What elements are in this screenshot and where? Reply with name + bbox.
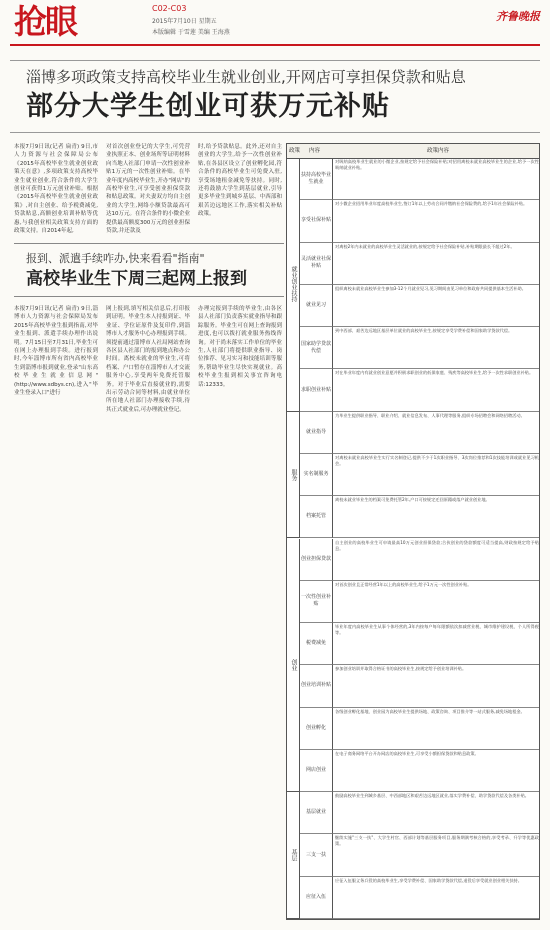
table-header-col3: 政策内容 bbox=[427, 148, 450, 154]
table-row-content: 对首次创业且正常经营1年以上的高校毕业生,给予1万元一次性创业补贴。 bbox=[333, 581, 540, 623]
divider bbox=[10, 132, 540, 133]
table-header-col1: 政策 bbox=[289, 148, 301, 154]
sub-kicker: 报到、派遣手续咋办,快来看看"指南" bbox=[26, 252, 205, 265]
article2-col2: 网上报到,填写相关信息后,打印报到证明。毕业生本人持报到证、毕业证、学位证原件及复印件,到淄博市人才服务中心办理报到手续。须提前通过淄博市人社局网站查询各区县人社部门的报到地点和办公时间。离校未就业的毕业生,可将档案、户口暂存在淄博市人才交流服务中心,享受两年免费托管服务。对于毕业后直接就业的,需要出示劳动合同等材料,由就业单位所在地人社部门办理接收手续,待其正式就业后,可办理就业登记。 bbox=[106, 306, 190, 413]
divider bbox=[14, 243, 284, 244]
policy-table bbox=[286, 143, 540, 920]
table-row-content: 各级创业孵化基地、创业园为高校毕业生提供场地、政策咨询、项目推介等一站式服务,减免场地租金。 bbox=[333, 708, 540, 750]
table-row-label: 创业培训补贴 bbox=[300, 665, 333, 707]
masthead bbox=[0, 0, 550, 44]
table-row-content: 对离校2年内未就业的高校毕业生灵活就业的,按规定给予社会保险补贴,补贴期限最长不超过2年。 bbox=[333, 243, 540, 285]
table-row-content: 对在毕业年度内有就业创业意愿并积极求职创业的低保家庭、残疾等高校毕业生,给予一次性求职创业补贴。 bbox=[333, 369, 540, 411]
table-row-label: 求职创业补贴 bbox=[300, 369, 333, 411]
editor-line: 本版编辑 于雪莲 美编 王海燕 bbox=[152, 29, 230, 36]
table-row-content: 离校未就业毕业生的档案可免费托管2年,户口可按规定迁回原籍或落户就业创业地。 bbox=[333, 496, 540, 538]
page-code: C02-C03 bbox=[152, 4, 187, 13]
table-row-content: 为毕业生提供职业指导、职业介绍、就业信息发布、人事代理等服务,组织专场招聘会和网络招聘活动。 bbox=[333, 412, 540, 454]
table-row-label: 创业孵化 bbox=[300, 708, 333, 750]
table-category: 服务 bbox=[287, 412, 300, 539]
table-row-content: 毕业年度内高校毕业生从事个体经营的,3年内按每户每年限额依次扣减营业税、城市维护建设税、个人所得税等。 bbox=[333, 623, 540, 665]
table-row-content: 对离校未就业高校毕业生实行实名制登记,提供不少于1次职业指导、3次岗位推荐和1次技能培训或就业见习机会。 bbox=[333, 454, 540, 496]
article1-col1: 本报7月9日讯(记者 扁青) 9日,市人力资源与社会保障局公布《2015年高校毕业生就业创业政策天在意》,多项政策支持高校毕业生就业创业,符合条件的大学生创业可获得1万元创业补贴。根据《2015年高校毕业生就业创业政策》,对自主创业、给予税费减免,贷款贴息,高额创业培训补贴等优惠,与我创业相关政策支持方面的政策文持。自2014年起, bbox=[14, 144, 98, 235]
article1-col3: 时,给予贷款贴息。此外,还对自主创业的大学生,给予一次性创业补贴,在各县区设立了创业孵化园,符合条件的高校毕业生可免费入驻,享受场地租金减免等扶持。同时,还将鼓励大学生到基层就业,引导更多毕业生到城乡基层、中西部和艰苦边远地区工作,落实相关补贴政策。 bbox=[198, 144, 282, 218]
table-row-label: 三支一扶 bbox=[300, 834, 333, 876]
table-row-label: 实名制服务 bbox=[300, 454, 333, 496]
table-header bbox=[287, 144, 539, 159]
article2-col1: 本报7月9日讯(记者 扁青) 9日,淄博市人力资源与社会保障局发布2015年高校毕业生报到指南,对毕业生报到、派遣手续办理作出说明。7月15日至7月31日,毕业生可在网上办理报到手续。进行报到时,今年淄博市所有省内高校毕业生到淄博市报到就业,登录"山东高校毕业生就业信息网"(http://www.sdbys.cn),进入"毕业生登录入口"进行 bbox=[14, 306, 98, 397]
table-header-col2: 内容 bbox=[309, 148, 321, 154]
table-row-label: 应征入伍 bbox=[300, 877, 333, 919]
sub-headline: 高校毕业生下周三起网上报到 bbox=[26, 269, 247, 289]
table-row-content: 组织离校未就业高校毕业生参加3-12个月就业见习,见习期间由见习单位和政府共同提供基本生活补助。 bbox=[333, 285, 540, 327]
table-row-label: 灵活就业社保补贴 bbox=[300, 243, 333, 285]
section-logo: 抢眼 bbox=[14, 2, 76, 41]
divider bbox=[10, 60, 540, 61]
article2-col3: 办理完报到手续的毕业生,由各区县人社部门负责落实就业指导和跟踪服务。毕业生可在网上查询报到进度,也可以拨打就业服务热线咨询。对于尚未落实工作单位的毕业生,人社部门将提供职业指导、岗位推荐、见习实习和技能培训等服务,帮助毕业生尽快实现就业。高校毕业生报到相关事宜咨询电话:12333。 bbox=[198, 306, 282, 388]
table-category: 基层 bbox=[287, 792, 300, 919]
headline: 部分大学生创业可获万元补贴 bbox=[26, 91, 390, 122]
table-row-content: 参加创业培训并取得合格证书的高校毕业生,按规定给予创业培训补贴。 bbox=[333, 665, 540, 707]
table-row-content: 在电子商务网络平台开办网店的高校毕业生,可享受小额担保贷款和贴息政策。 bbox=[333, 750, 540, 792]
table-category: 就业创业扶持 bbox=[287, 158, 300, 412]
table-row-content: 对吸纳高校毕业生就业的小微企业,按规定给予社会保险补贴;对招用离校未就业高校毕业生的企业,给予一次性吸纳就业补贴。 bbox=[333, 158, 540, 200]
table-row-content: 继续实施"三支一扶"、大学生村官、西部计划等基层服务项目,服务期满考核合格的,享受考录、升学等优惠政策。 bbox=[333, 834, 540, 876]
article1-col2: 对首次创业登记的大学生,可凭营业执照正本、创业场所等证明材料向当地人社部门申请一次性创业补贴1万元的一次性创业补贴。在毕业年度内高校毕业生,开办"网店"的高校毕业生,可享受创业担保贷款和贴息政策。对夫妻双方均自主创业的大学生,网络小额贷款最高可达10万元。在符合条件的小微企业提供最高额度300万元的创业担保贷款,并还款及 bbox=[106, 144, 190, 235]
divider bbox=[14, 296, 284, 297]
table-row-label: 网店创业 bbox=[300, 750, 333, 792]
table-row-label: 扶持高校毕业生就业 bbox=[300, 158, 333, 200]
table-row-label: 创业担保贷款 bbox=[300, 539, 333, 581]
table-row-label: 就业见习 bbox=[300, 285, 333, 327]
table-row-label: 一次性创业补贴 bbox=[300, 581, 333, 623]
table-row-label: 国家助学贷款代偿 bbox=[300, 327, 333, 369]
masthead-rule bbox=[10, 44, 540, 46]
date-line: 2015年7月10日 星期五 bbox=[152, 18, 217, 25]
kicker: 淄博多项政策支持高校毕业生就业创业,开网店可享担保贷款和贴息 bbox=[26, 68, 466, 86]
table-row-content: 对小微企业招用毕业年度高校毕业生,签订1年以上劳动合同并缴纳社会保险费的,给予1年社会保险补贴。 bbox=[333, 200, 540, 242]
table-row-content: 鼓励高校毕业生到城乡基层、中西部地区和艰苦边远地区就业,落实学费补偿、助学贷款代偿及各类补贴。 bbox=[333, 792, 540, 834]
table-row-label: 享受社保补贴 bbox=[300, 200, 333, 242]
table-row-label: 基层就业 bbox=[300, 792, 333, 834]
table-row-label: 就业指导 bbox=[300, 412, 333, 454]
table-row-label: 档案托管 bbox=[300, 496, 333, 538]
table-row-content: 应征入伍服义务兵役的高校毕业生,享受学费补偿、国家助学贷款代偿,退役后享受就业创业相关扶持。 bbox=[333, 877, 540, 919]
table-row-content: 到中西部、艰苦边远地区基层单位就业的高校毕业生,按规定享受学费补偿和国家助学贷款代偿。 bbox=[333, 327, 540, 369]
paper-name: 齐鲁晚报 bbox=[496, 10, 540, 23]
table-row-label: 税费减免 bbox=[300, 623, 333, 665]
table-row-content: 自主创业的高校毕业生可申请最高10万元创业担保贷款;合伙创业的贷款额度可适当提高,财政按规定给予贴息。 bbox=[333, 539, 540, 581]
table-category: 创业 bbox=[287, 539, 300, 793]
